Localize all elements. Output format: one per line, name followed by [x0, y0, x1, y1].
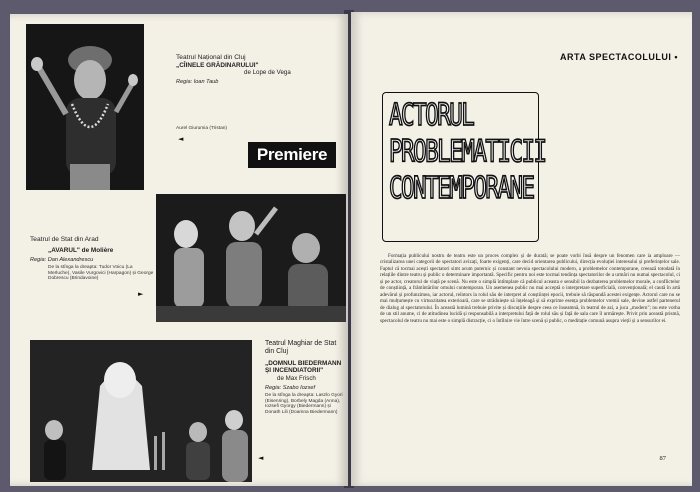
caption-1-play: „CÎINELE GRĂDINARULUI"	[176, 61, 259, 69]
caption-1-theatre: Teatrul Național din Cluj	[176, 54, 246, 61]
caption-2-director: Regia: Dan Alexandrescu	[30, 256, 94, 263]
caption-3-director: Regia: Szabo Iozsef	[265, 384, 316, 391]
caption-cluj-national	[176, 54, 326, 85]
caption-3-play: „DOMNUL BIEDERMANN ȘI INCENDIATORII"	[265, 359, 342, 375]
article-title-line-3: CONTEMPORANE	[389, 170, 534, 206]
photo-3-illustration	[30, 340, 252, 482]
caption-2-arrow-icon: ►	[138, 290, 144, 298]
photo-2-illustration	[156, 194, 346, 322]
caption-1-director: Regia: Ioan Taub	[176, 79, 219, 86]
premiere-label: Premiere	[248, 142, 336, 168]
caption-2-play: „AVARUL" de Molière	[48, 246, 114, 254]
article-body: Formația publicului nostru de teatru este un proces complex și de durată; se poate vorbi însă despre un fenomen care ia amploare — cristalizarea unei categorii de spectatori avizați, foarte exigenți, care decid orientarea publicului, direcția evoluției interesului și preferințelor sale. Faptul că tocmai acești spectatori simt acum puternic și constant nevoia spectacolului modern, a problemelor contemporane, creează totodată în relațiile dintre teatru și public o determinare importantă. Specific pentru noi este tocmai tendința spectatorilor de a urmări nu numai spectacolul, ci și pe actor, creatorul de viață pe scenă. Nu este o simplă întîmplare că publicul aceasta e sensibil la dezbaterea problemelor morale, a conflictelor de conștiință, a frămîntărilor omului contemporan. Un asemenea public nu mai acceptă o interpretare superficială, convențională; el caută în artă adevărul și profunzimea, iar actorul, reîntors la rolul său de interpret al conștiinței epocii, trebuie să răspundă acestei exigențe. Actorul care nu se mai mulțumește cu virtuozitatea exterioară, care se străduiește să înțeleagă și să exprime esența problemelor vremii sale, devine astfel partenerul de dialog al spectatorului. În această lumină trebuie privite și discuțiile despre ceea ce înseamnă, în teatrul de azi, a juca „modern"; nu este vorba de un stil anume, ci de atitudinea lucidă și responsabilă a interpretului față de rolul său și față de sala care îl urmărește. Privit prin această prismă, spectacolul de teatru nu mai este o simplă distracție, ci o întîlnire vie între scenă și public, o meditație comună asupra vieții și a sensurilor ei.	[380, 253, 680, 324]
section-bullet: •	[674, 52, 678, 62]
article-title-line-1: ACTORUL	[389, 98, 474, 134]
caption-1-cast-wrap	[176, 124, 316, 132]
caption-3-arrow-icon: ◄	[258, 454, 264, 462]
caption-1-author: de Lope de Vega	[244, 68, 291, 76]
caption-3-author: de Max Frisch	[277, 374, 316, 382]
photo-biedermann	[30, 340, 252, 482]
caption-2-cast: De la stînga la dreapta: Tudor Voicu (La Merluche), Vasile Vurgovici (Harpagon) și George Dobrescu (Brindavoine)	[48, 265, 154, 282]
caption-cluj-maghiar	[265, 340, 343, 415]
page-number: 87	[659, 455, 666, 462]
article-title-line-2: PROBLEMATICII	[389, 134, 546, 170]
caption-arad	[30, 236, 154, 282]
caption-3-cast: De la stînga la dreapta: Laszlo Gyori (Eisenring), Borbely Magda (Anna), Iozsefi Gyorgy (Biedermann) și Donath Lili (Doamna Biedermann)	[265, 393, 343, 415]
photo-aurel-giurumia	[26, 24, 144, 190]
section-header	[560, 52, 678, 62]
photo-1-illustration	[26, 24, 144, 190]
right-page	[351, 12, 692, 486]
caption-1-cast: Aurel Giurumia (Tristan)	[176, 126, 227, 131]
section-header-text: ARTA SPECTACOLULUI	[560, 52, 672, 62]
caption-1-arrow-icon: ◄	[178, 135, 184, 143]
article-title	[389, 98, 546, 207]
photo-avarul	[156, 194, 346, 322]
caption-3-theatre: Teatrul Maghiar de Stat din Cluj	[265, 340, 337, 355]
left-page	[10, 14, 348, 486]
caption-2-theatre: Teatrul de Stat din Arad	[30, 236, 99, 243]
